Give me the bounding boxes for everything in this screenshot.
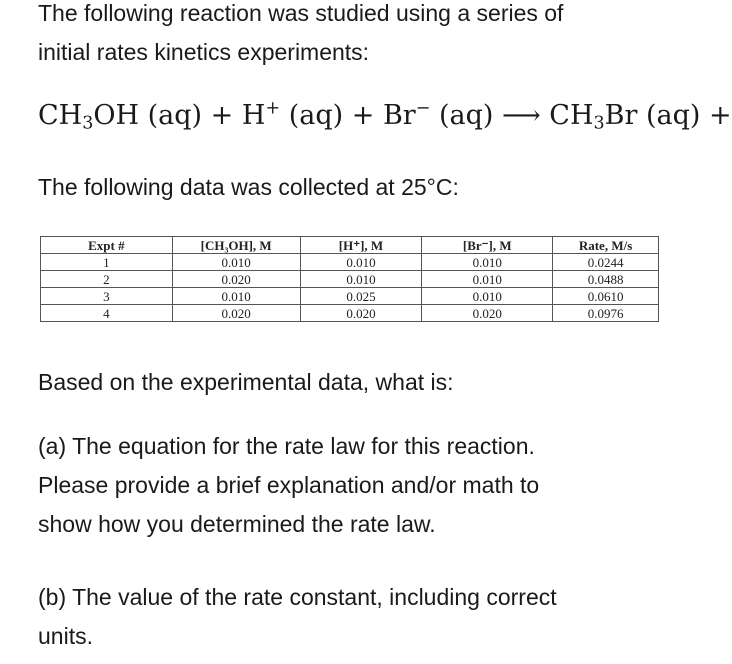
cell-expt: 1 <box>41 254 173 271</box>
cell-ch3oh: 0.020 <box>172 305 300 322</box>
table-row <box>41 288 659 305</box>
cell-ch3oh: 0.020 <box>172 271 300 288</box>
intro-line-2: initial rates kinetics experiments: <box>38 39 370 65</box>
question-intro-text: Based on the experimental data, what is: <box>38 369 454 395</box>
cell-h: 0.010 <box>300 271 422 288</box>
eq-part: (aq) ⟶ CH <box>430 100 594 131</box>
cell-br: 0.010 <box>422 254 553 271</box>
cell-h: 0.010 <box>300 254 422 271</box>
header-br: [Br⁻], M <box>422 237 553 254</box>
intro-paragraph <box>38 0 563 72</box>
cell-rate: 0.0976 <box>553 305 659 322</box>
part-b-line-2: units. <box>38 623 93 649</box>
cell-h: 0.025 <box>300 288 422 305</box>
cell-ch3oh: 0.010 <box>172 254 300 271</box>
cell-expt: 4 <box>41 305 173 322</box>
kinetics-table-container <box>40 236 659 322</box>
cell-expt: 3 <box>41 288 173 305</box>
eq-part: (aq) + Br <box>280 100 416 131</box>
eq-part: OH (aq) + H <box>93 100 266 131</box>
header-h: [H⁺], M <box>300 237 422 254</box>
intro-line-1: The following reaction was studied using a series of <box>38 0 564 26</box>
table-row <box>41 305 659 322</box>
table-header-row <box>41 237 659 254</box>
cell-rate: 0.0488 <box>553 271 659 288</box>
part-a-line-1: (a) The equation for the rate law for this reaction. <box>38 433 535 459</box>
cell-br: 0.010 <box>422 288 553 305</box>
part-a-line-3: show how you determined the rate law. <box>38 511 436 537</box>
question-part-b <box>38 578 678 656</box>
header-ch3oh: [CH₃OH], M <box>172 237 300 254</box>
cell-rate: 0.0610 <box>553 288 659 305</box>
cell-ch3oh: 0.010 <box>172 288 300 305</box>
eq-superscript: + <box>265 98 281 119</box>
header-expt: Expt # <box>41 237 173 254</box>
eq-superscript: − <box>415 98 431 119</box>
question-part-a <box>38 427 678 544</box>
cell-expt: 2 <box>41 271 173 288</box>
cell-h: 0.020 <box>300 305 422 322</box>
part-b-line-1: (b) The value of the rate constant, including correct <box>38 584 557 610</box>
header-rate: Rate, M/s <box>553 237 659 254</box>
reaction-equation <box>38 98 732 134</box>
kinetics-data-table <box>40 236 659 322</box>
cell-br: 0.020 <box>422 305 553 322</box>
conditions-text: The following data was collected at 25°C: <box>38 174 459 200</box>
eq-reactant-1: CH <box>38 100 83 131</box>
table-row <box>41 271 659 288</box>
cell-br: 0.010 <box>422 271 553 288</box>
eq-subscript: 3 <box>82 113 94 134</box>
eq-part: Br (aq) + <box>604 100 732 131</box>
part-a-line-2: Please provide a brief explanation and/or math to <box>38 472 540 498</box>
eq-subscript: 3 <box>593 113 605 134</box>
table-row <box>41 254 659 271</box>
cell-rate: 0.0244 <box>553 254 659 271</box>
